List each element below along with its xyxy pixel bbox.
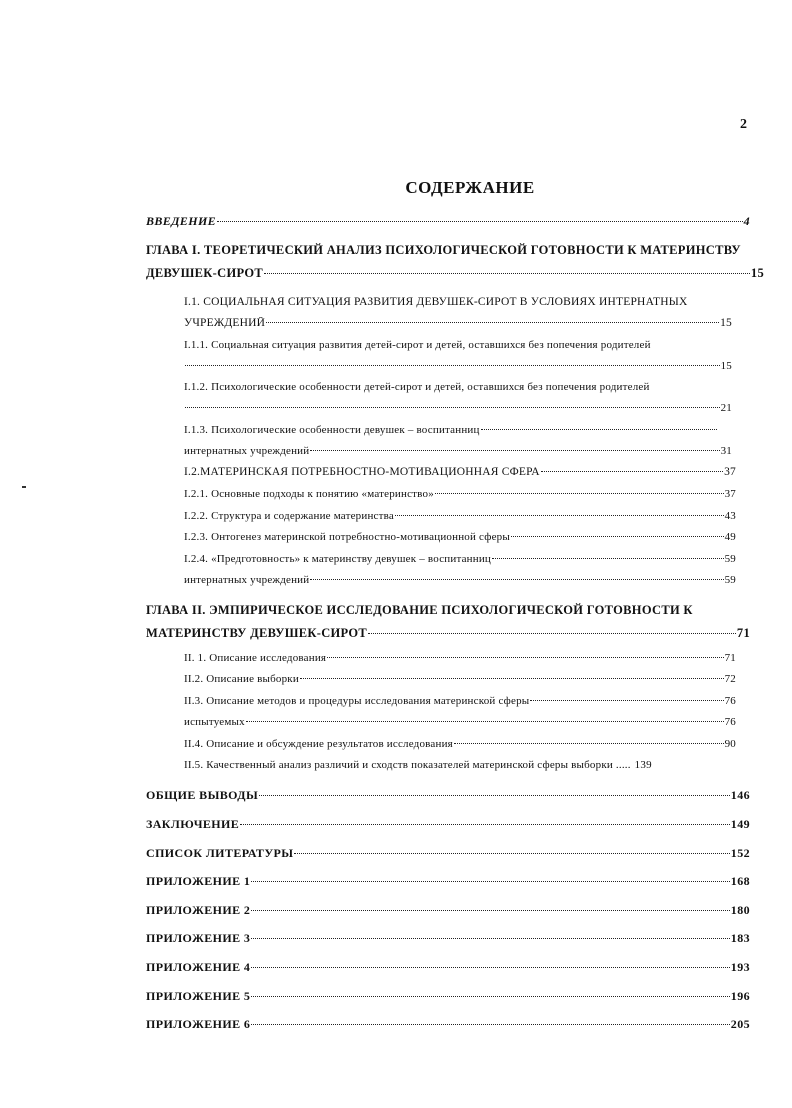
toc-entry-text: II.4. Описание и обсуждение результатов исследования — [184, 738, 453, 750]
toc-entry-section-1-2-3[interactable] — [184, 531, 736, 543]
toc-entry-text: ДЕВУШЕК-СИРОТ — [146, 266, 263, 280]
toc-entry-section-1-1[interactable] — [184, 317, 732, 329]
toc-entry-page: 193 — [730, 960, 750, 974]
leader-dots — [492, 558, 724, 559]
toc-entry-chapter-1[interactable] — [146, 266, 764, 281]
section-1-1-1-line1[interactable]: I.1.1. Социальная ситуация развития детей-сирот и детей, оставшихся без попечения родителей — [184, 339, 651, 351]
toc-entry-page: 71 — [736, 626, 750, 640]
toc-entry-text: II.3. Описание методов и процедуры исследования материнской сферы — [184, 695, 530, 707]
page-number: 2 — [740, 117, 747, 132]
leader-dots — [251, 881, 729, 882]
leader-dots — [368, 633, 736, 634]
leader-dots — [310, 450, 719, 451]
toc-entry-section-1-1-1[interactable] — [184, 360, 732, 372]
chapter-2-title-line1[interactable]: ГЛАВА II. ЭМПИРИЧЕСКОЕ ИССЛЕДОВАНИЕ ПСИХОЛОГИЧЕСКОЙ ГОТОВНОСТИ К — [146, 603, 693, 617]
toc-entry-page: 76 — [724, 716, 736, 728]
toc-entry-page: 59 — [724, 574, 736, 586]
toc-entry-text: ПРИЛОЖЕНИЕ 3 — [146, 931, 251, 945]
section-1-1-2-line1[interactable]: I.1.2. Психологические особенности детей-сирот и детей, оставшихся без попечения родителей — [184, 381, 650, 393]
leader-dots — [266, 322, 719, 323]
toc-entry-text: I.2.3. Онтогенез материнской потребностно-мотивационной сферы — [184, 531, 510, 543]
toc-entry-text: ПРИЛОЖЕНИЕ 6 — [146, 1017, 251, 1031]
toc-entry-page: 76 — [724, 695, 736, 707]
leader-dots — [259, 795, 730, 796]
toc-entry-section-1-2-2[interactable] — [184, 510, 736, 522]
toc-entry-section-1-1-2[interactable] — [184, 402, 732, 414]
toc-entry-section-1-1-3[interactable] — [184, 445, 732, 457]
toc-entry-text: I.1.3. Психологические особенности девушек – воспитанниц — [184, 424, 480, 436]
toc-entry-text: I.2.МАТЕРИНСКАЯ ПОТРЕБНОСТНО-МОТИВАЦИОННАЯ СФЕРА — [184, 466, 540, 478]
leader-dots — [251, 938, 729, 939]
leader-dots — [541, 471, 723, 472]
toc-entry-page: 37 — [724, 488, 736, 500]
toc-entry-text: МАТЕРИНСТВУ ДЕВУШЕК-СИРОТ — [146, 626, 368, 640]
toc-entry-conclusion[interactable] — [146, 817, 750, 832]
toc-entry-text: интернатных учреждений — [184, 574, 310, 586]
toc-entry-page: 15 — [750, 266, 764, 280]
toc-entry-text: СПИСОК ЛИТЕРАТУРЫ — [146, 846, 294, 860]
toc-entry-text: ПРИЛОЖЕНИЕ 5 — [146, 989, 251, 1003]
toc-title: СОДЕРЖАНИЕ — [405, 178, 535, 197]
toc-entry-bibliography[interactable] — [146, 846, 750, 861]
toc-entry-section-1-2[interactable] — [184, 466, 736, 478]
toc-entry-page: 90 — [724, 738, 736, 750]
toc-entry-section-1-2-4[interactable] — [184, 574, 736, 586]
toc-entry-page: 15 — [720, 360, 732, 372]
toc-entry-intro[interactable] — [146, 214, 750, 229]
toc-entry-text: ОБЩИЕ ВЫВОДЫ — [146, 788, 259, 802]
toc-entry-appendix-3[interactable] — [146, 931, 750, 946]
toc-entry-page: 196 — [730, 989, 750, 1003]
leader-dots — [251, 1024, 729, 1025]
toc-entry-page: 72 — [724, 673, 736, 685]
toc-entry-page: 59 — [724, 553, 736, 565]
toc-entry-section-2-2[interactable] — [184, 673, 736, 685]
toc-entry-appendix-1[interactable] — [146, 874, 750, 889]
leader-dots — [251, 910, 729, 911]
toc-entry-page: 183 — [730, 931, 750, 945]
toc-entry-page: 149 — [730, 817, 750, 831]
leader-dots — [264, 273, 750, 274]
leader-dots — [327, 657, 723, 658]
section-1-2-4-line1[interactable] — [184, 553, 736, 565]
leader-dots — [435, 493, 724, 494]
toc-entry-appendix-4[interactable] — [146, 960, 750, 975]
toc-entry-general-conclusions[interactable] — [146, 788, 750, 803]
leader-dots — [530, 700, 723, 701]
toc-entry-page: 31 — [720, 445, 732, 457]
toc-entry-text: ВВЕДЕНИЕ — [146, 214, 217, 228]
section-1-1-3-line1[interactable] — [184, 424, 732, 436]
leader-dots — [300, 678, 724, 679]
toc-entry-page: 4 — [743, 214, 750, 228]
toc-entry-page: 21 — [720, 402, 732, 414]
toc-entry-page: 205 — [730, 1017, 750, 1031]
toc-entry-appendix-6[interactable] — [146, 1017, 750, 1032]
toc-entry-text: УЧРЕЖДЕНИЙ — [184, 317, 266, 329]
section-1-1-line1[interactable]: I.1. СОЦИАЛЬНАЯ СИТУАЦИЯ РАЗВИТИЯ ДЕВУШЕК-СИРОТ В УСЛОВИЯХ ИНТЕРНАТНЫХ — [184, 296, 688, 308]
toc-entry-page: 49 — [724, 531, 736, 543]
toc-entry-text: I.2.4. «Предготовность» к материнству девушек – воспитанниц — [184, 553, 492, 565]
toc-entry-page: 37 — [724, 466, 736, 478]
toc-entry-text: I.2.1. Основные подходы к понятию «материнство» — [184, 488, 434, 500]
toc-entry-text: испытуемых — [184, 716, 245, 728]
leader-dots — [185, 365, 720, 366]
leader-dots — [217, 221, 743, 222]
toc-entry-page: 152 — [730, 846, 750, 860]
toc-entry-page: 139 — [634, 759, 652, 771]
toc-entry-appendix-5[interactable] — [146, 989, 750, 1004]
leader-dots — [454, 743, 724, 744]
leader-dots — [294, 853, 729, 854]
toc-entry-text: II.5. Качественный анализ различий и сходств показателей материнской сферы выборки ..... — [184, 759, 631, 771]
toc-entry-page: 15 — [720, 317, 732, 329]
section-2-3-line1[interactable] — [184, 695, 736, 707]
toc-entry-text: ПРИЛОЖЕНИЕ 4 — [146, 960, 251, 974]
toc-entry-appendix-2[interactable] — [146, 903, 750, 918]
toc-entry-text: ЗАКЛЮЧЕНИЕ — [146, 817, 240, 831]
leader-dots — [251, 996, 729, 997]
toc-entry-page: 71 — [724, 652, 736, 664]
leader-dots — [185, 407, 720, 408]
toc-entry-page: 168 — [730, 874, 750, 888]
leader-dots — [251, 967, 729, 968]
leader-dots — [310, 579, 723, 580]
leader-dots — [511, 536, 724, 537]
toc-entry-section-1-2-1[interactable] — [184, 488, 736, 500]
leader-dots — [481, 429, 717, 430]
leader-dots — [395, 515, 724, 516]
toc-entry-section-2-4[interactable] — [184, 738, 736, 750]
toc-entry-text: интернатных учреждений — [184, 445, 310, 457]
toc-entry-text: ПРИЛОЖЕНИЕ 1 — [146, 874, 251, 888]
toc-entry-section-2-3[interactable] — [184, 716, 736, 728]
leader-dots — [246, 721, 724, 722]
toc-entry-text: II.2. Описание выборки — [184, 673, 299, 685]
toc-entry-text: ПРИЛОЖЕНИЕ 2 — [146, 903, 251, 917]
toc-entry-text: II. 1. Описание исследования — [184, 652, 327, 664]
toc-entry-section-2-5[interactable] — [184, 759, 736, 771]
toc-entry-page: 146 — [730, 788, 750, 802]
toc-entry-section-2-1[interactable] — [184, 652, 736, 664]
toc-entry-text: I.2.2. Структура и содержание материнства — [184, 510, 394, 522]
chapter-1-title-line1[interactable]: ГЛАВА I. ТЕОРЕТИЧЕСКИЙ АНАЛИЗ ПСИХОЛОГИЧЕСКОЙ ГОТОВНОСТИ К МАТЕРИНСТВУ — [146, 243, 741, 257]
leader-dots — [240, 824, 730, 825]
toc-entry-chapter-2[interactable] — [146, 626, 750, 641]
toc-entry-page: 180 — [730, 903, 750, 917]
toc-entry-page: 43 — [724, 510, 736, 522]
